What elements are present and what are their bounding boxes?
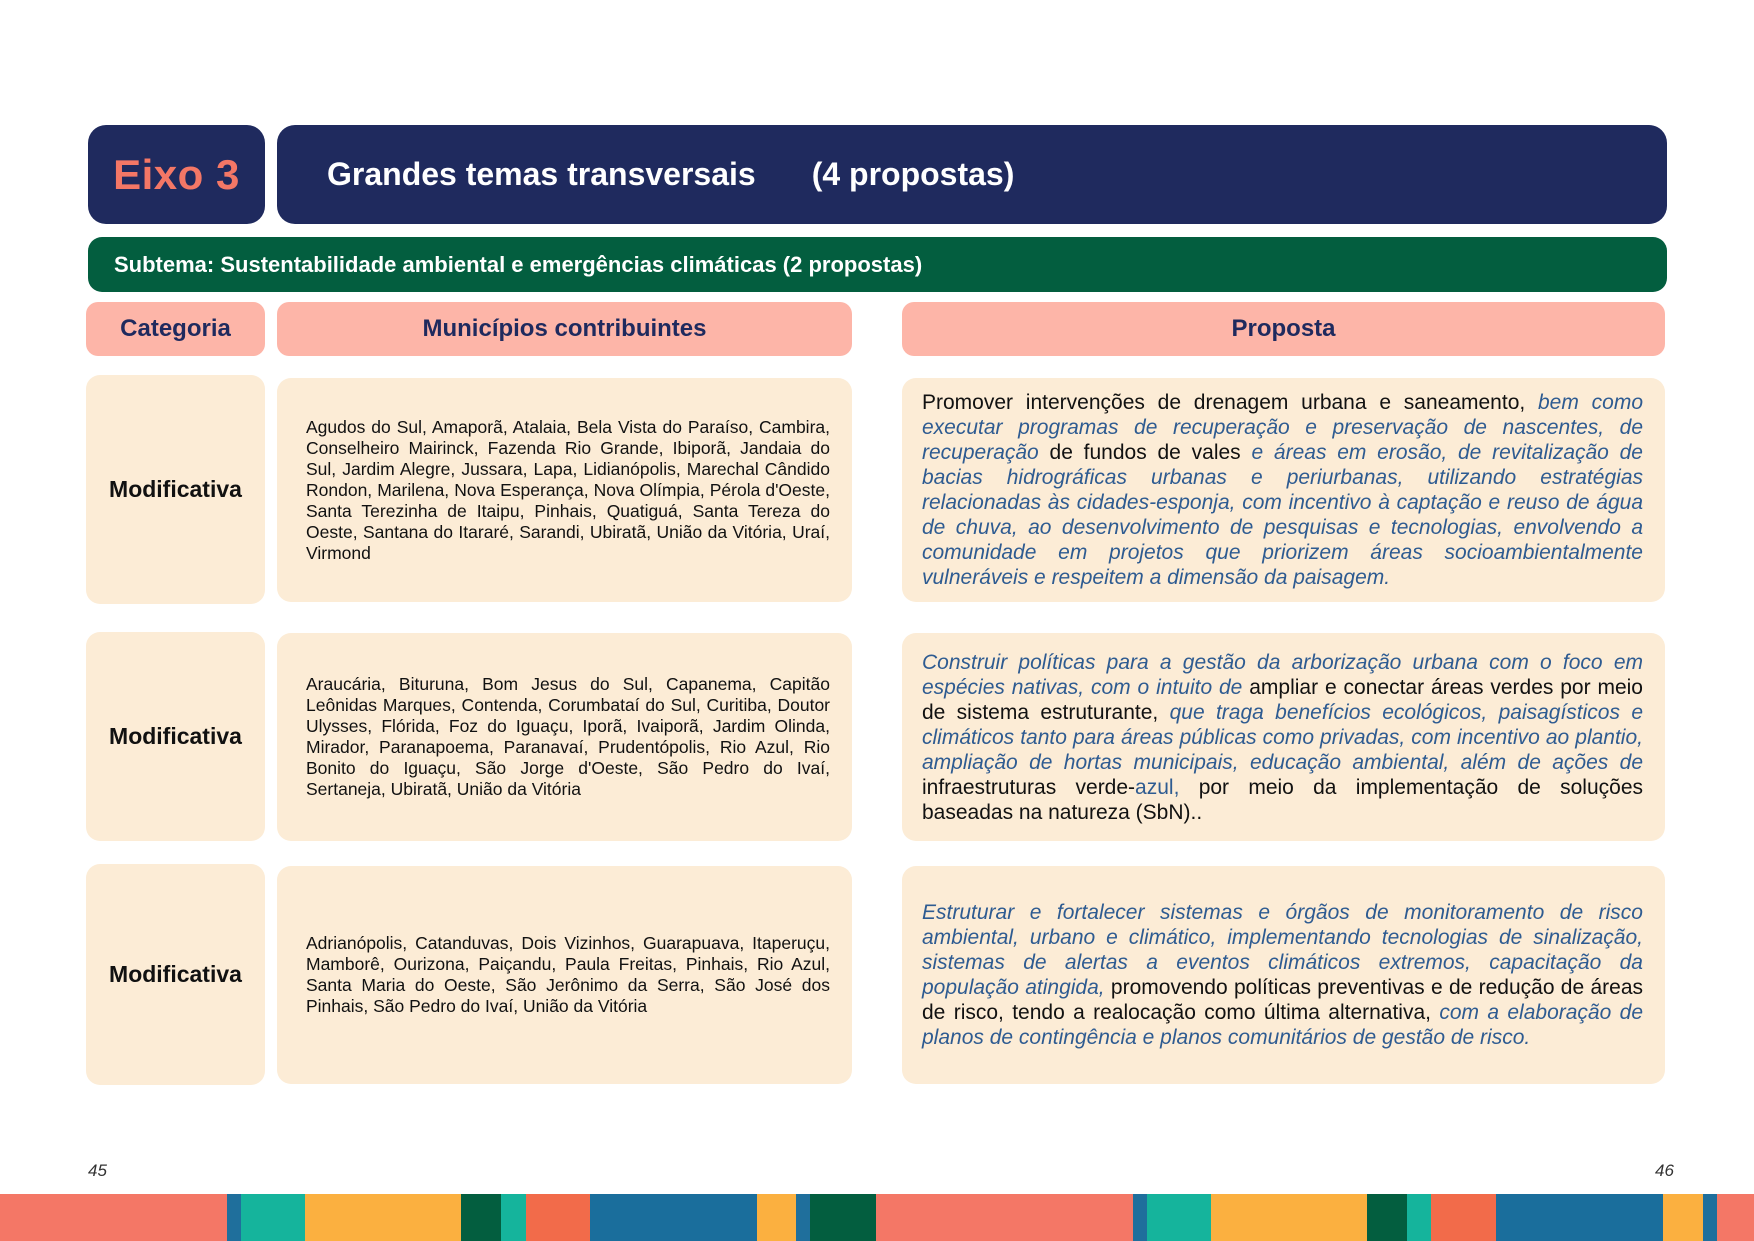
table-row-2-proposta xyxy=(902,633,1665,841)
stripe-segment xyxy=(876,1194,1133,1241)
stripe-segment xyxy=(461,1194,501,1241)
stripe-segment xyxy=(526,1194,590,1241)
stripe-segment xyxy=(1367,1194,1407,1241)
stripe-segment xyxy=(227,1194,241,1241)
page-number-right: 46 xyxy=(1655,1161,1674,1180)
eixo-label: Eixo 3 xyxy=(113,150,240,198)
table-row-2-categoria xyxy=(86,632,265,841)
municipios-text: Agudos do Sul, Amaporã, Atalaia, Bela Vista do Paraíso, Cambira, Conselheiro Mairinck, Fazenda Rio Grande, Ibiporã, Jandaia do Sul, Jardim Alegre, Jussara, Lapa, Lidianópolis, Marechal Cândido Rondon, Marilena, Nova Esperança, Nova Olímpia, Pérola d'Oeste, Santa Terezinha de Itaipu, Pinhais, Quatiguá, Santa Tereza do Oeste, Santana do Itararé, Sarandi, Ubiratã, União da Vitória, Uraí, Virmond xyxy=(306,416,830,563)
table-row-2-municipios xyxy=(277,633,852,841)
category-label: Modificativa xyxy=(109,961,242,987)
proposta-segment-italic: Construir políticas para a gestão da arborização urbana com o foco em espécies nativas, com o intuito de xyxy=(922,650,1643,699)
proposta-segment: Promover intervenções de drenagem urbana e saneamento, xyxy=(922,391,1526,414)
table-row-1-municipios xyxy=(277,378,852,602)
column-header-label: Categoria xyxy=(120,315,231,342)
column-header-municipios xyxy=(277,302,852,356)
stripe-segment xyxy=(590,1194,757,1241)
stripe-segment xyxy=(0,1194,227,1241)
page-number-left: 45 xyxy=(88,1161,107,1180)
stripe-segment xyxy=(1703,1194,1717,1241)
stripe-segment xyxy=(1663,1194,1703,1241)
stripe-segment xyxy=(1717,1194,1754,1241)
proposta-segment: promovendo políticas preventivas e de redução de áreas de risco, tendo a realocação como última alternativa, xyxy=(922,976,1643,1024)
stripe-segment xyxy=(1431,1194,1496,1241)
category-label: Modificativa xyxy=(109,476,242,502)
stripe-segment xyxy=(757,1194,796,1241)
proposta-segment-italic: bem como executar programas de recuperação e preservação de nascentes, de recuperação xyxy=(922,391,1643,464)
proposta-segment-italic: e áreas em erosão, de revitalização de bacias hidrográficas urbanas e periurbanas, utilizando estratégias relacionadas às cidades-esponja, com incentivo à captação e reuso de água de chuva, ao desenvolvimento de pesquisas e tecnologias, envolvendo a comunidade em projetos que priorizem áreas socioambientalmente vulneráveis e respeitem a dimensão da paisagem. xyxy=(922,441,1643,589)
column-header-proposta xyxy=(902,302,1665,356)
stripe-segment xyxy=(1496,1194,1663,1241)
proposta-segment: por meio da implementação de soluções baseadas na natureza (SbN).. xyxy=(922,775,1643,824)
stripe-segment xyxy=(1133,1194,1147,1241)
stripe-segment xyxy=(1211,1194,1367,1241)
municipios-text: Araucária, Bituruna, Bom Jesus do Sul, Capanema, Capitão Leônidas Marques, Contenda, Corumbataí do Sul, Curitiba, Doutor Ulysses, Flórida, Foz do Iguaçu, Iporã, Ivaiporã, Jardim Olinda, Mirador, Paranapoema, Paranavaí, Prudentópolis, Rio Azul, Rio Bonito do Iguaçu, São Jorge d'Oeste, São Pedro do Ivaí, Sertaneja, Ubiratã, União da Vitória xyxy=(306,674,830,799)
proposta-segment-italic: com a elaboração de planos de contingência e planos comunitários de gestão de risco. xyxy=(922,1001,1643,1049)
subtema-banner xyxy=(88,237,1667,292)
stripe-segment xyxy=(796,1194,810,1241)
stripe-segment xyxy=(1407,1194,1431,1241)
proposta-segment-italic: que traga benefícios ecológicos, paisagísticos e climáticos tanto para áreas públicas como privadas, com incentivo ao plantio, ampliação de hortas municipais, educação ambiental, além de ações de xyxy=(922,700,1643,774)
stripe-segment xyxy=(501,1194,526,1241)
stripe-segment xyxy=(810,1194,876,1241)
table-row-1-categoria xyxy=(86,375,265,604)
page-title: Grandes temas transversais xyxy=(327,156,756,192)
proposal-count: (4 propostas) xyxy=(811,156,1015,192)
proposta-segment: de fundos de vales xyxy=(1038,441,1241,464)
proposta-text xyxy=(922,900,1643,1050)
stripe-segment xyxy=(241,1194,305,1241)
title-banner xyxy=(277,125,1667,224)
proposta-segment-blue: azul, xyxy=(1135,775,1180,799)
proposta-text xyxy=(922,650,1643,825)
municipios-text: Adrianópolis, Catanduvas, Dois Vizinhos, Guarapuava, Itaperuçu, Mamborê, Ourizona, Paiçandu, Paula Freitas, Pinhais, Rio Azul, Santa Maria do Oeste, São Jerônimo da Serra, São José dos Pinhais, São Pedro do Ivaí, União da Vitória xyxy=(306,933,830,1016)
table-row-3-municipios xyxy=(277,866,852,1084)
proposta-segment: infraestruturas verde- xyxy=(922,775,1136,799)
column-header-categoria xyxy=(86,302,265,356)
table-row-3-categoria xyxy=(86,864,265,1085)
subtema-title: Subtema: Sustentabilidade ambiental e emergências climáticas (2 propostas) xyxy=(114,251,923,277)
column-header-label: Municípios contribuintes xyxy=(422,315,707,342)
column-header-label: Proposta xyxy=(1231,315,1336,342)
proposta-segment-italic: Estruturar e fortalecer sistemas e órgãos de monitoramento de risco ambiental, urbano e climático, implementando tecnologias de sinalização, sistemas de alertas a eventos climáticos extremos, capacitação da população atingida, xyxy=(922,901,1643,999)
stripe-segment xyxy=(305,1194,461,1241)
category-label: Modificativa xyxy=(109,723,242,749)
proposta-segment: ampliar e conectar áreas verdes por meio de sistema estruturante, xyxy=(922,675,1643,724)
stripe-segment xyxy=(1147,1194,1211,1241)
table-row-1-proposta xyxy=(902,378,1665,602)
table-row-3-proposta xyxy=(902,866,1665,1084)
proposta-text xyxy=(922,390,1643,590)
decorative-stripe xyxy=(0,1194,1754,1241)
eixo-badge xyxy=(88,125,265,224)
